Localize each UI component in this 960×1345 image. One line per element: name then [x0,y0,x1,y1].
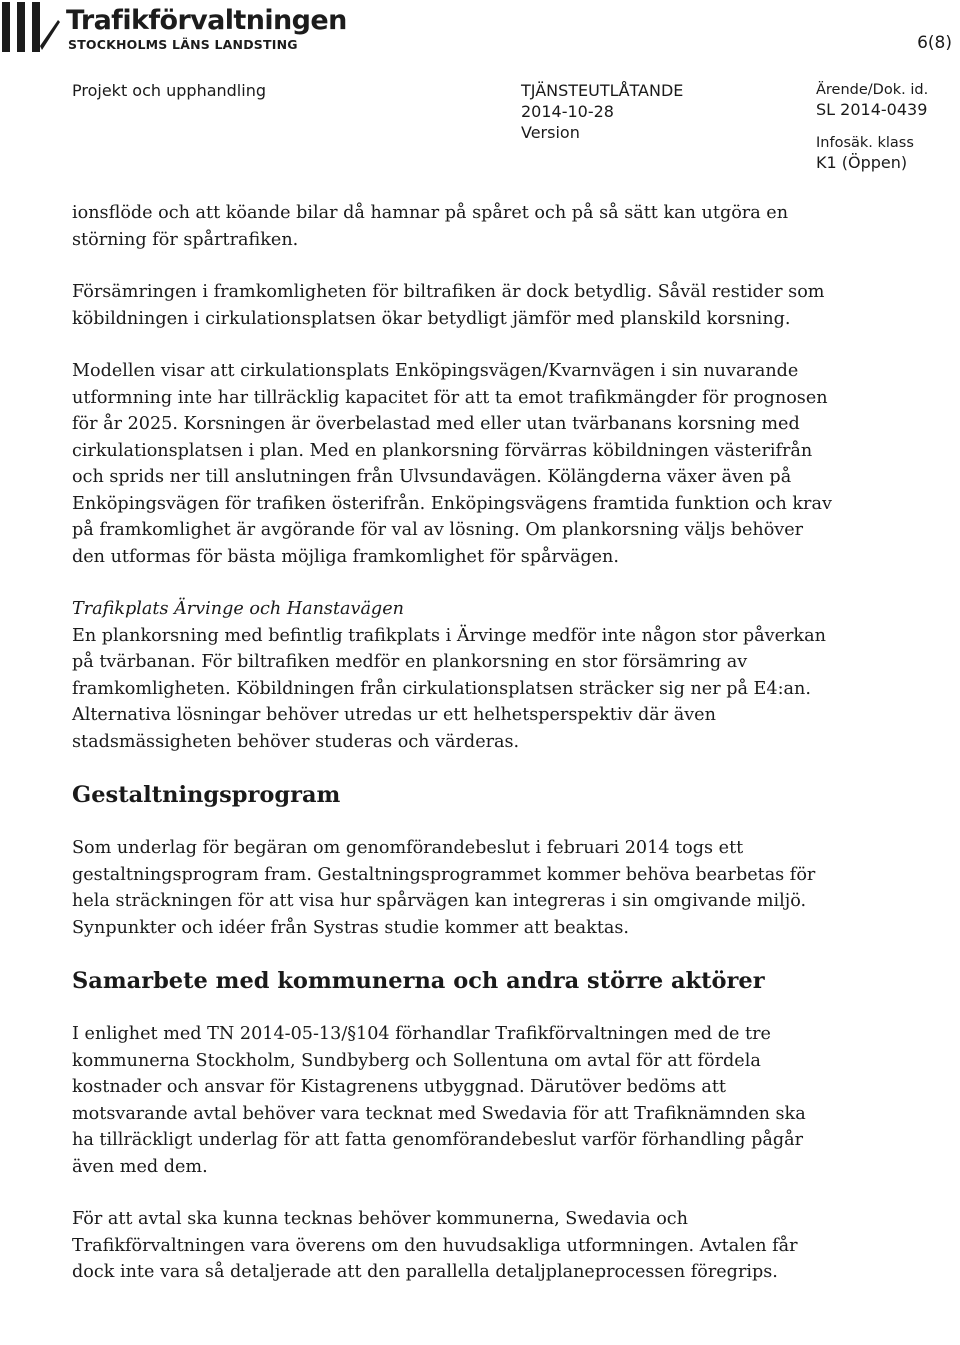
paragraph: ionsflöde och att köande bilar då hamnar på spåret och på så sätt kan utgöra en störning för spårtrafiken. [72,203,789,250]
doc-type-label: TJÄNSTEUTLÅTANDE [521,81,684,100]
version-label: Version [521,123,580,142]
document-body [72,200,832,1312]
logo-subtitle: STOCKHOLMS LÄNS LANDSTING [68,37,298,52]
classification: K1 (Öppen) [816,153,908,172]
subheading: Trafikplats Ärvinge och Hanstavägen [72,599,404,619]
paragraph: Försämringen i framkomligheten för biltrafiken är dock betydlig. Såväl restider som köbildningen i cirkulationsplatsen ökar betydligt jämför med planskild korsning. [72,282,825,329]
page-number: 6(8) [917,33,952,53]
paragraph: En plankorsning med befintlig trafikplats i Ärvinge medför inte någon stor påverkan på tvärbanan. För biltrafiken medför en plankorsning en stor försämring av framkomligheten. Köbildningen från cirkulationsplatsen sträcker sig ner på E4:an. Alternativa lösningar behöver utredas ur ett helhetsperspektiv där även stadsmässigheten behöver studeras och värderas. [72,625,826,752]
case-id-label: Ärende/Dok. id. [816,82,929,98]
logo-mark-icon [2,2,60,52]
case-id: SL 2014-0439 [816,100,928,119]
logo-name: Trafikförvaltningen [66,5,347,36]
section-heading: Gestaltningsprogram [72,782,341,808]
organization-logo [2,2,347,54]
paragraph: I enlighet med TN 2014-05-13/§104 förhandlar Trafikförvaltningen med de tre kommunerna Stockholm, Sundbyberg och Sollentuna om avtal för att fördela kostnader och ansvar för Kistagrenens utbyggnad. Därutöver bedöms att motsvarande avtal behöver vara tecknat med Swedavia för att Trafiknämnden ska ha tillräckligt underlag för att fatta genomförandebeslut varför förhandling pågår även med dem. [72,1024,806,1177]
paragraph: För att avtal ska kunna tecknas behöver kommunerna, Swedavia och Trafikförvaltningen vara överens om den huvudsakliga utformningen. Avtalen får dock inte vara så detaljerade att den parallella detaljplaneprocessen föregrips. [72,1209,798,1282]
paragraph: Som underlag för begäran om genomförandebeslut i februari 2014 togs ett gestaltningsprogram fram. Gestaltningsprogrammet kommer behöva bearbetas för hela sträckningen för att visa hur spårvägen kan integreras i sin omgivande miljö. Synpunkter och idéer från Systras studie kommer att beaktas. [72,838,816,938]
section-heading: Samarbete med kommunerna och andra större aktörer [72,968,765,994]
department-label: Projekt och upphandling [72,81,266,100]
classification-label: Infosäk. klass [816,135,914,151]
paragraph: Modellen visar att cirkulationsplats Enköpingsvägen/Kvarnvägen i sin nuvarande utformning inte har tillräcklig kapacitet för att ta emot trafikmängder för prognosen för år 2025. Korsningen är överbelastad med eller utan tvärbanans korsning med cirkulationsplatsen i plan. Med en plankorsning förvärras köbildningen västerifrån och sprids ner till anslutningen från Ulvsundavägen. Kölängderna växer även på Enköpingsvägen för trafiken österifrån. Enköpingsvägens framtida funktion och krav på framkomlighet är avgörande för val av lösning. Om plankorsning väljs behöver den utformas för bästa möjliga framkomlighet för spårvägen. [72,361,832,567]
doc-date: 2014-10-28 [521,102,614,121]
